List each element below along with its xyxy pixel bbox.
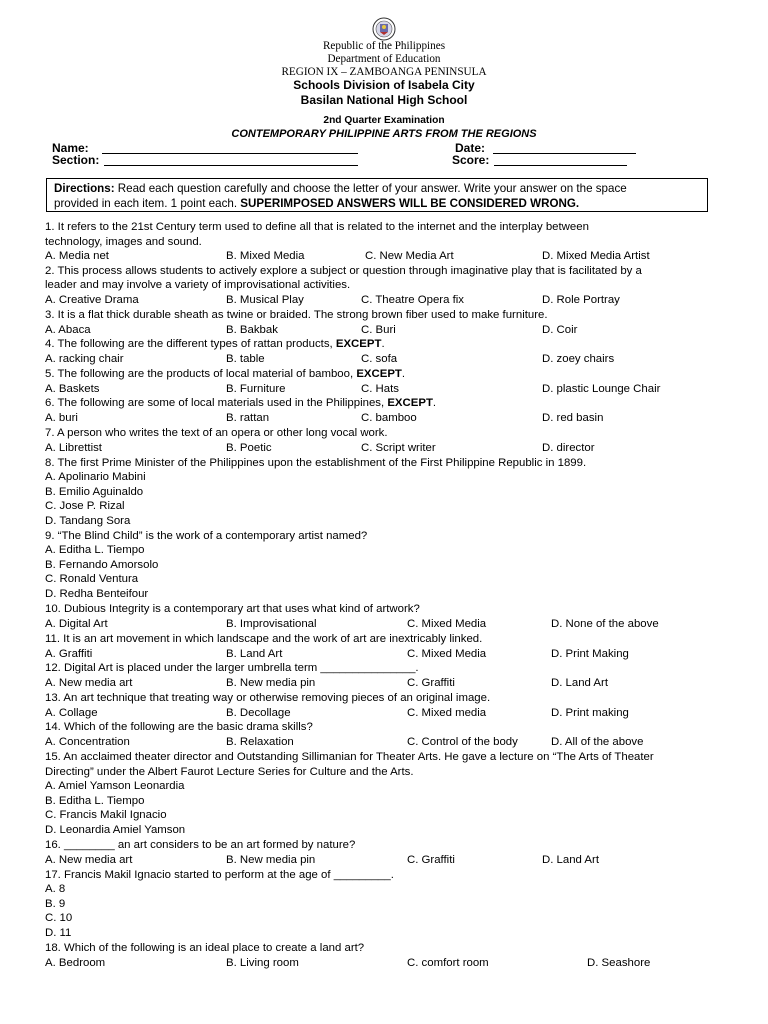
- question-5-text: 5. The following are the products of local material of bamboo, EXCEPT.: [45, 368, 406, 380]
- question-13-choice-d[interactable]: D. Print making: [551, 707, 629, 719]
- question-18-text: 18. Which of the following is an ideal place to create a land art?: [45, 942, 365, 954]
- question-6-choice-a[interactable]: A. buri: [45, 412, 78, 424]
- question-2-text-cont: leader and may involve a variety of improvisational activities.: [45, 279, 351, 291]
- question-9-choice-b[interactable]: B. Fernando Amorsolo: [45, 559, 159, 571]
- question-8-choice-c[interactable]: C. Jose P. Rizal: [45, 500, 125, 512]
- question-14-text: 14. Which of the following are the basic drama skills?: [45, 721, 313, 733]
- question-12-choice-c[interactable]: C. Graffiti: [407, 677, 455, 689]
- question-11-choice-c[interactable]: C. Mixed Media: [407, 648, 487, 660]
- region-line: REGION IX – ZAMBOANGA PENINSULA: [281, 66, 487, 78]
- question-11-choice-a[interactable]: A. Graffiti: [45, 648, 93, 660]
- question-4-choice-b[interactable]: B. table: [226, 353, 265, 365]
- question-4-choice-a[interactable]: A. racking chair: [45, 353, 124, 365]
- question-13-text: 13. An art technique that treating way or otherwise removing pieces of an original image.: [45, 692, 491, 704]
- question-2-choice-c[interactable]: C. Theatre Opera fix: [361, 294, 464, 306]
- question-7-choice-b[interactable]: B. Poetic: [226, 442, 272, 454]
- question-16-choice-a[interactable]: A. New media art: [45, 854, 133, 866]
- question-12-choice-a[interactable]: A. New media art: [45, 677, 133, 689]
- question-5-choice-a[interactable]: A. Baskets: [45, 383, 100, 395]
- question-1-choice-c[interactable]: C. New Media Art: [365, 250, 454, 262]
- question-4-text: 4. The following are the different types of rattan products, EXCEPT.: [45, 338, 385, 350]
- exam-title: 2nd Quarter Examination: [323, 115, 445, 126]
- school-line: Basilan National High School: [300, 93, 468, 107]
- question-17-choice-b[interactable]: B. 9: [45, 898, 66, 910]
- question-15-text-cont: Directing” under the Albert Faurot Lecture Series for Culture and the Arts.: [45, 766, 414, 778]
- question-3-choice-a[interactable]: A. Abaca: [45, 324, 91, 336]
- name-label: Name:: [52, 141, 89, 155]
- directions-box: [46, 178, 708, 212]
- section-field[interactable]: [104, 165, 358, 166]
- date-label: Date:: [455, 141, 486, 155]
- question-2-choice-a[interactable]: A. Creative Drama: [45, 294, 139, 306]
- score-field[interactable]: [494, 165, 627, 166]
- question-3-choice-d[interactable]: D. Coir: [542, 324, 578, 336]
- section-label: Section:: [52, 153, 100, 167]
- question-1-text: 1. It refers to the 21st Century term used to define all that is related to the internet and the interplay between: [45, 221, 589, 233]
- question-17-choice-a[interactable]: A. 8: [45, 883, 66, 895]
- question-3-text: 3. It is a flat thick durable sheath as twine or braided. The strong brown fiber used to make furniture.: [45, 309, 548, 321]
- question-18-choice-d[interactable]: D. Seashore: [587, 957, 651, 969]
- question-1-choice-a[interactable]: A. Media net: [45, 250, 109, 262]
- question-3-choice-c[interactable]: C. Buri: [361, 324, 396, 336]
- question-14-choice-d[interactable]: D. All of the above: [551, 736, 644, 748]
- question-2-text: 2. This process allows students to actively explore a subject or question through imaginative play that is facilitated by a: [45, 265, 642, 277]
- question-12-choice-b[interactable]: B. New media pin: [226, 677, 316, 689]
- question-4-choice-c[interactable]: C. sofa: [361, 353, 398, 365]
- question-15-text: 15. An acclaimed theater director and Outstanding Sillimanian for Theater Arts. He gave a lecture on “The Arts of Theater: [45, 751, 654, 763]
- question-7-choice-a[interactable]: A. Librettist: [45, 442, 102, 454]
- question-5-choice-d[interactable]: D. plastic Lounge Chair: [542, 383, 661, 395]
- question-16-text: 16. ________ an art considers to be an art formed by nature?: [45, 839, 356, 851]
- question-1-choice-d[interactable]: D. Mixed Media Artist: [542, 250, 650, 262]
- directions-emphasis: SUPERIMPOSED ANSWERS WILL BE CONSIDERED WRONG.: [240, 197, 580, 210]
- question-10-choice-c[interactable]: C. Mixed Media: [407, 618, 487, 630]
- question-15-choice-c[interactable]: C. Francis Makil Ignacio: [45, 809, 167, 821]
- question-6-choice-c[interactable]: C. bamboo: [361, 412, 417, 424]
- question-6-choice-d[interactable]: D. red basin: [542, 412, 604, 424]
- directions-text-2: provided in each item. 1 point each.: [54, 197, 241, 210]
- subject-title: CONTEMPORARY PHILIPPINE ARTS FROM THE REGIONS: [231, 128, 537, 140]
- question-1-choice-b[interactable]: B. Mixed Media: [226, 250, 305, 262]
- question-13-choice-a[interactable]: A. Collage: [45, 707, 98, 719]
- question-18-choice-c[interactable]: C. comfort room: [407, 957, 489, 969]
- question-9-choice-c[interactable]: C. Ronald Ventura: [45, 573, 139, 585]
- question-18-choice-a[interactable]: A. Bedroom: [45, 957, 106, 969]
- question-15-choice-d[interactable]: D. Leonardia Amiel Yamson: [45, 824, 186, 836]
- question-13-choice-c[interactable]: C. Mixed media: [407, 707, 487, 719]
- question-16-choice-b[interactable]: B. New media pin: [226, 854, 316, 866]
- directions-text-1: Read each question carefully and choose the letter of your answer. Write your answer on the space: [114, 182, 627, 195]
- question-9-choice-d[interactable]: D. Redha Benteifour: [45, 588, 149, 600]
- question-11-text: 11. It is an art movement in which landscape and the work of art are inextricably linked.: [45, 633, 483, 645]
- question-2-choice-b[interactable]: B. Musical Play: [226, 294, 304, 306]
- question-16-choice-d[interactable]: D. Land Art: [542, 854, 599, 866]
- directions-label: Directions:: [54, 182, 115, 195]
- name-field[interactable]: [102, 153, 358, 154]
- question-8-choice-a[interactable]: A. Apolinario Mabini: [45, 471, 146, 483]
- question-1-text-cont: technology, images and sound.: [45, 236, 202, 248]
- score-label: Score:: [452, 153, 490, 167]
- question-7-choice-d[interactable]: D. director: [542, 442, 595, 454]
- question-14-choice-c[interactable]: C. Control of the body: [407, 736, 518, 748]
- question-2-choice-d[interactable]: D. Role Portray: [542, 294, 620, 306]
- question-10-choice-a[interactable]: A. Digital Art: [45, 618, 108, 630]
- question-6-text: 6. The following are some of local materials used in the Philippines, EXCEPT.: [45, 397, 437, 409]
- division-line: Schools Division of Isabela City: [293, 78, 475, 92]
- question-18-choice-b[interactable]: B. Living room: [226, 957, 299, 969]
- question-4-choice-d[interactable]: D. zoey chairs: [542, 353, 615, 365]
- question-8-text: 8. The first Prime Minister of the Philippines upon the establishment of the First Philippine Republic in 1899.: [45, 457, 587, 469]
- question-10-choice-d[interactable]: D. None of the above: [551, 618, 659, 630]
- question-16-choice-c[interactable]: C. Graffiti: [407, 854, 455, 866]
- question-14-choice-a[interactable]: A. Concentration: [45, 736, 130, 748]
- question-7-text: 7. A person who writes the text of an opera or other long vocal work.: [45, 427, 388, 439]
- question-8-choice-d[interactable]: D. Tandang Sora: [45, 515, 131, 527]
- question-7-choice-c[interactable]: C. Script writer: [361, 442, 436, 454]
- question-14-choice-b[interactable]: B. Relaxation: [226, 736, 294, 748]
- question-5-choice-b[interactable]: B. Furniture: [226, 383, 286, 395]
- question-6-choice-b[interactable]: B. rattan: [226, 412, 270, 424]
- deped-seal-icon: [372, 17, 396, 41]
- question-13-choice-b[interactable]: B. Decollage: [226, 707, 291, 719]
- question-17-choice-c[interactable]: C. 10: [45, 912, 73, 924]
- question-11-choice-d[interactable]: D. Print Making: [551, 648, 629, 660]
- question-8-choice-b[interactable]: B. Emilio Aguinaldo: [45, 486, 144, 498]
- date-field[interactable]: [493, 153, 636, 154]
- question-10-text: 10. Dubious Integrity is a contemporary art that uses what kind of artwork?: [45, 603, 420, 615]
- question-9-text: 9. “The Blind Child” is the work of a contemporary artist named?: [45, 530, 368, 542]
- question-5-choice-c[interactable]: C. Hats: [361, 383, 399, 395]
- question-17-text: 17. Francis Makil Ignacio started to perform at the age of _________.: [45, 869, 394, 881]
- question-12-text: 12. Digital Art is placed under the larger umbrella term _______________.: [45, 662, 419, 674]
- question-9-choice-a[interactable]: A. Editha L. Tiempo: [45, 544, 145, 556]
- republic-line: Republic of the Philippines: [322, 40, 446, 52]
- question-17-choice-d[interactable]: D. 11: [45, 927, 72, 939]
- question-10-choice-b[interactable]: B. Improvisational: [226, 618, 317, 630]
- question-3-choice-b[interactable]: B. Bakbak: [226, 324, 278, 336]
- question-15-choice-a[interactable]: A. Amiel Yamson Leonardia: [45, 780, 185, 792]
- question-15-choice-b[interactable]: B. Editha L. Tiempo: [45, 795, 145, 807]
- question-11-choice-b[interactable]: B. Land Art: [226, 648, 283, 660]
- department-line: Department of Education: [327, 53, 441, 65]
- question-12-choice-d[interactable]: D. Land Art: [551, 677, 608, 689]
